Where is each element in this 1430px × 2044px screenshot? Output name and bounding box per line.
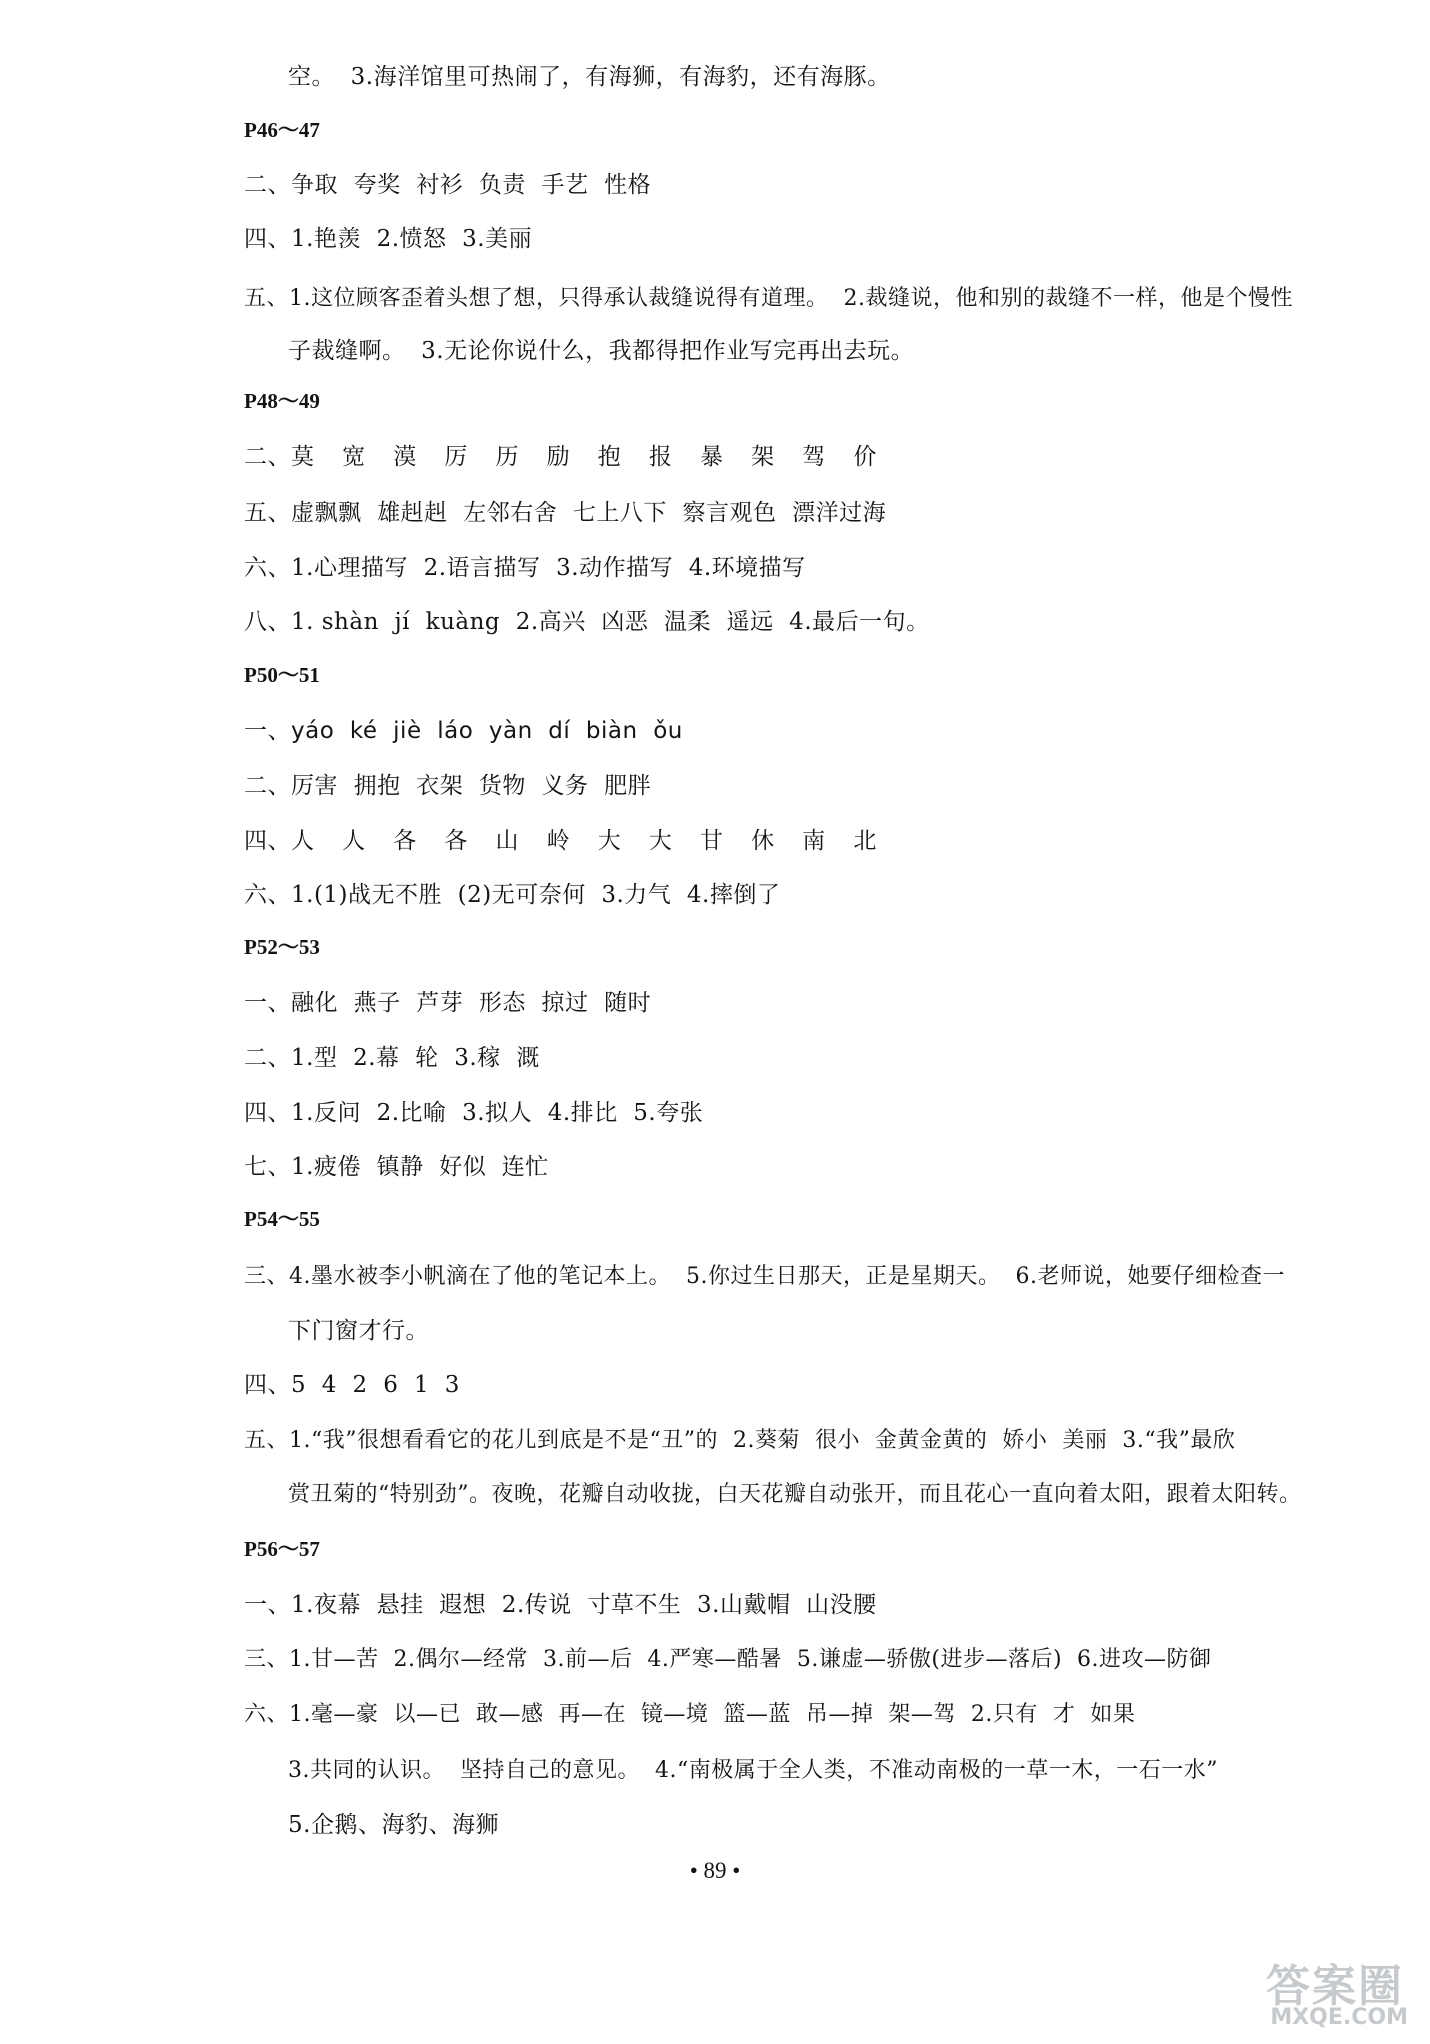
answer-line: 四、5 4 2 6 1 3 — [244, 1372, 460, 1398]
answer-line: 赏丑菊的“特别劲”。夜晚，花瓣自动收拢，白天花瓣自动张开，而且花心一直向着太阳，跟着太阳转。 — [288, 1482, 1302, 1507]
answer-line: 三、1.甘—苦 2.偶尔—经常 3.前—后 4.严寒—酷暑 5.谦虚—骄傲(进步—落后) 6.进攻—防御 — [244, 1647, 1212, 1672]
section-heading: P52～53 — [244, 935, 320, 959]
answer-line: 六、1.心理描写 2.语言描写 3.动作描写 4.环境描写 — [244, 555, 806, 581]
watermark-url: MXQE.COM — [1270, 2005, 1408, 2030]
section-heading: P46～47 — [244, 118, 320, 142]
answer-line: 四、人 人 各 各 山 岭 大 大 甘 休 南 北 — [244, 828, 877, 854]
answer-line: 二、莫 宽 漠 厉 历 励 抱 报 暴 架 驾 价 — [244, 444, 877, 470]
answer-line: 八、1. shàn jí kuàng 2.高兴 凶恶 温柔 遥远 4.最后一句。 — [244, 609, 930, 635]
answer-line: 二、1.型 2.幕 轮 3.稼 溉 — [244, 1045, 540, 1071]
answer-line: 3.共同的认识。 坚持自己的意见。 4.“南极属于全人类，不准动南极的一草一木，一石一水” — [288, 1758, 1218, 1783]
answer-line: 五、1.“我”很想看看它的花儿到底是不是“丑”的 2.葵菊 很小 金黄金黄的 娇小 美丽 3.“我”最欣 — [244, 1428, 1236, 1453]
section-heading: P56～57 — [244, 1537, 320, 1561]
answer-line: 二、争取 夸奖 衬衫 负责 手艺 性格 — [244, 172, 652, 198]
answer-line: 六、1.毫—豪 以—已 敢—感 再—在 镜—境 篮—蓝 吊—掉 架—驾 2.只有 才 如果 — [244, 1702, 1136, 1727]
answer-line: 子裁缝啊。 3.无论你说什么，我都得把作业写完再出去玩。 — [288, 338, 915, 364]
answer-line: 五、1.这位顾客歪着头想了想，只得承认裁缝说得有道理。 2.裁缝说，他和别的裁缝不一样，他是个慢性 — [244, 286, 1293, 311]
answer-line: 六、1.(1)战无不胜 (2)无可奈何 3.力气 4.摔倒了 — [244, 882, 781, 908]
answer-line: 5.企鹅、海豹、海狮 — [288, 1812, 499, 1838]
answer-line: 一、1.夜幕 悬挂 遐想 2.传说 寸草不生 3.山戴帽 山没腰 — [244, 1592, 877, 1618]
answer-line: 五、虚飘飘 雄赳赳 左邻右舍 七上八下 察言观色 漂洋过海 — [244, 500, 887, 526]
section-heading: P48～49 — [244, 389, 320, 413]
answer-line: 空。 3.海洋馆里可热闹了，有海狮，有海豹，还有海豚。 — [288, 64, 891, 90]
answer-line: 三、4.墨水被李小帆滴在了他的笔记本上。 5.你过生日那天，正是星期天。 6.老师说，她要仔细检查一 — [244, 1264, 1285, 1289]
section-heading: P54～55 — [244, 1207, 320, 1231]
answer-line: 四、1.反问 2.比喻 3.拟人 4.排比 5.夸张 — [244, 1100, 704, 1126]
answer-line: 七、1.疲倦 镇静 好似 连忙 — [244, 1154, 549, 1180]
section-heading: P50～51 — [244, 663, 320, 687]
answer-line: 下门窗才行。 — [288, 1318, 429, 1344]
answer-line: 二、厉害 拥抱 衣架 货物 义务 肥胖 — [244, 773, 652, 799]
site-watermark — [1202, 1950, 1412, 2030]
page-number: • 89 • — [689, 1858, 741, 1883]
answer-line: 一、yáo ké jiè láo yàn dí biàn ǒu — [244, 718, 683, 744]
answer-line: 一、融化 燕子 芦芽 形态 掠过 随时 — [244, 990, 652, 1016]
watermark-logo-text: 答案圈 — [1266, 1961, 1404, 2012]
answer-line: 四、1.艳羡 2.愤怒 3.美丽 — [244, 226, 533, 252]
